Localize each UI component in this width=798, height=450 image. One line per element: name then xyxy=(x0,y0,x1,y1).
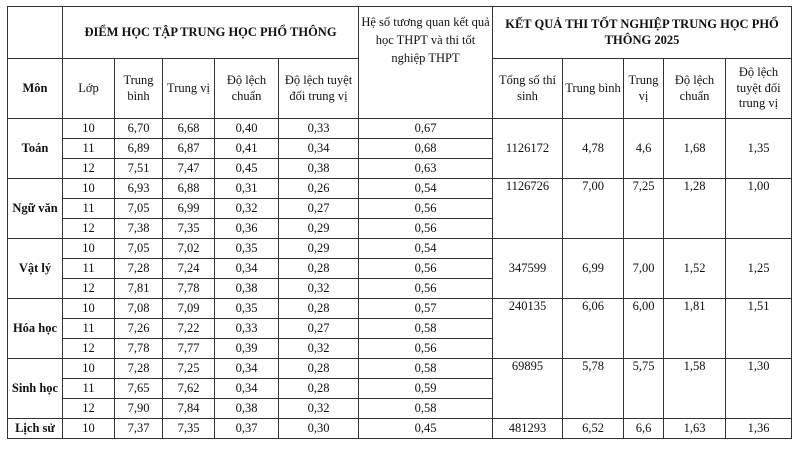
cell-std: 0,38 xyxy=(215,399,279,419)
col-header-std: Độ lệch chuẩn xyxy=(215,59,279,119)
cell-exam-median: 5,75 xyxy=(624,359,664,419)
cell-median: 7,22 xyxy=(163,319,215,339)
cell-mad: 0,28 xyxy=(279,299,359,319)
cell-grade: 12 xyxy=(63,159,115,179)
cell-correlation: 0,58 xyxy=(359,399,493,419)
table-row xyxy=(8,179,792,199)
cell-std: 0,38 xyxy=(215,279,279,299)
cell-exam-mad: 1,30 xyxy=(726,359,792,419)
cell-exam-median: 4,6 xyxy=(624,119,664,179)
cell-mad: 0,28 xyxy=(279,359,359,379)
cell-std: 0,39 xyxy=(215,339,279,359)
cell-mad: 0,32 xyxy=(279,339,359,359)
cell-mean: 7,05 xyxy=(115,199,163,219)
cell-mad: 0,27 xyxy=(279,319,359,339)
cell-mad: 0,32 xyxy=(279,399,359,419)
cell-mean: 7,26 xyxy=(115,319,163,339)
cell-exam-mad: 1,25 xyxy=(726,239,792,299)
cell-correlation: 0,67 xyxy=(359,119,493,139)
cell-grade: 12 xyxy=(63,219,115,239)
cell-exam-std: 1,52 xyxy=(664,239,726,299)
table-row xyxy=(8,239,792,259)
cell-median: 7,84 xyxy=(163,399,215,419)
cell-grade: 11 xyxy=(63,199,115,219)
cell-std: 0,31 xyxy=(215,179,279,199)
cell-correlation: 0,54 xyxy=(359,239,493,259)
col-header-grade: Lớp xyxy=(63,59,115,119)
cell-exam-total: 1126172 xyxy=(493,119,563,179)
cell-correlation: 0,56 xyxy=(359,199,493,219)
subject-name: Hóa học xyxy=(8,299,63,359)
cell-exam-mad: 1,00 xyxy=(726,179,792,239)
cell-exam-total: 69895 xyxy=(493,359,563,419)
cell-exam-mad: 1,35 xyxy=(726,119,792,179)
group-header-school-scores: ĐIỂM HỌC TẬP TRUNG HỌC PHỔ THÔNG xyxy=(63,7,359,59)
table-row xyxy=(8,359,792,379)
cell-mean: 7,08 xyxy=(115,299,163,319)
cell-median: 7,09 xyxy=(163,299,215,319)
cell-mean: 7,05 xyxy=(115,239,163,259)
subject-name: Toán xyxy=(8,119,63,179)
table-row xyxy=(8,119,792,139)
cell-grade: 12 xyxy=(63,399,115,419)
cell-mad: 0,27 xyxy=(279,199,359,219)
cell-median: 7,35 xyxy=(163,219,215,239)
cell-exam-total: 240135 xyxy=(493,299,563,359)
cell-mean: 6,93 xyxy=(115,179,163,199)
cell-mad: 0,28 xyxy=(279,379,359,399)
cell-correlation: 0,45 xyxy=(359,419,493,439)
cell-correlation: 0,54 xyxy=(359,179,493,199)
cell-exam-mean: 6,06 xyxy=(563,299,624,359)
cell-grade: 11 xyxy=(63,319,115,339)
header-blank xyxy=(8,7,63,59)
cell-exam-total: 481293 xyxy=(493,419,563,439)
cell-mad: 0,26 xyxy=(279,179,359,199)
cell-mean: 7,90 xyxy=(115,399,163,419)
col-header-subject: Môn xyxy=(8,59,63,119)
cell-correlation: 0,58 xyxy=(359,359,493,379)
col-header-mean: Trung bình xyxy=(115,59,163,119)
cell-median: 7,02 xyxy=(163,239,215,259)
cell-mean: 6,70 xyxy=(115,119,163,139)
cell-grade: 10 xyxy=(63,419,115,439)
cell-grade: 12 xyxy=(63,279,115,299)
cell-mad: 0,33 xyxy=(279,119,359,139)
cell-exam-median: 7,25 xyxy=(624,179,664,239)
col-header-mad: Độ lệch tuyệt đối trung vị xyxy=(279,59,359,119)
table-row xyxy=(8,299,792,319)
cell-exam-std: 1,63 xyxy=(664,419,726,439)
cell-correlation: 0,56 xyxy=(359,279,493,299)
cell-mad: 0,34 xyxy=(279,139,359,159)
cell-std: 0,34 xyxy=(215,379,279,399)
cell-std: 0,33 xyxy=(215,319,279,339)
cell-exam-mean: 5,78 xyxy=(563,359,624,419)
cell-grade: 12 xyxy=(63,339,115,359)
table-wrapper xyxy=(7,6,792,439)
cell-mean: 7,37 xyxy=(115,419,163,439)
cell-grade: 10 xyxy=(63,299,115,319)
subject-name: Sinh học xyxy=(8,359,63,419)
cell-exam-median: 6,00 xyxy=(624,299,664,359)
cell-std: 0,41 xyxy=(215,139,279,159)
cell-std: 0,40 xyxy=(215,119,279,139)
group-header-correlation: Hệ số tương quan kết quả học THPT và thi tốt nghiệp THPT xyxy=(359,7,493,119)
cell-correlation: 0,56 xyxy=(359,339,493,359)
cell-median: 7,62 xyxy=(163,379,215,399)
cell-correlation: 0,63 xyxy=(359,159,493,179)
cell-exam-total: 1126726 xyxy=(493,179,563,239)
cell-exam-mean: 7,00 xyxy=(563,179,624,239)
cell-mad: 0,30 xyxy=(279,419,359,439)
cell-std: 0,36 xyxy=(215,219,279,239)
subject-name: Lịch sử xyxy=(8,419,63,439)
cell-correlation: 0,59 xyxy=(359,379,493,399)
cell-median: 6,99 xyxy=(163,199,215,219)
cell-mad: 0,32 xyxy=(279,279,359,299)
cell-exam-std: 1,28 xyxy=(664,179,726,239)
cell-median: 7,24 xyxy=(163,259,215,279)
cell-mad: 0,29 xyxy=(279,219,359,239)
table-row xyxy=(8,419,792,439)
cell-mean: 7,65 xyxy=(115,379,163,399)
cell-std: 0,32 xyxy=(215,199,279,219)
cell-grade: 10 xyxy=(63,179,115,199)
cell-median: 7,35 xyxy=(163,419,215,439)
cell-mean: 7,51 xyxy=(115,159,163,179)
cell-correlation: 0,56 xyxy=(359,259,493,279)
cell-mad: 0,28 xyxy=(279,259,359,279)
cell-median: 7,25 xyxy=(163,359,215,379)
cell-median: 7,77 xyxy=(163,339,215,359)
cell-exam-median: 7,00 xyxy=(624,239,664,299)
cell-correlation: 0,57 xyxy=(359,299,493,319)
subject-name: Ngữ văn xyxy=(8,179,63,239)
cell-mean: 7,28 xyxy=(115,259,163,279)
cell-exam-mad: 1,51 xyxy=(726,299,792,359)
cell-mad: 0,29 xyxy=(279,239,359,259)
cell-mean: 7,38 xyxy=(115,219,163,239)
cell-std: 0,35 xyxy=(215,239,279,259)
cell-correlation: 0,68 xyxy=(359,139,493,159)
cell-mean: 7,81 xyxy=(115,279,163,299)
cell-correlation: 0,56 xyxy=(359,219,493,239)
cell-median: 7,47 xyxy=(163,159,215,179)
cell-exam-std: 1,58 xyxy=(664,359,726,419)
cell-grade: 10 xyxy=(63,359,115,379)
col-header-exam-std: Độ lệch chuẩn xyxy=(664,59,726,119)
col-header-exam-mad: Độ lệch tuyệt đối trung vị xyxy=(726,59,792,119)
cell-std: 0,45 xyxy=(215,159,279,179)
cell-mean: 6,89 xyxy=(115,139,163,159)
cell-mean: 7,28 xyxy=(115,359,163,379)
cell-median: 6,88 xyxy=(163,179,215,199)
cell-exam-mad: 1,36 xyxy=(726,419,792,439)
col-header-exam-median: Trung vị xyxy=(624,59,664,119)
cell-exam-total: 347599 xyxy=(493,239,563,299)
group-header-exam-results: KẾT QUẢ THI TỐT NGHIỆP TRUNG HỌC PHỔ THÔNG 2025 xyxy=(493,7,792,59)
cell-grade: 11 xyxy=(63,379,115,399)
cell-exam-mean: 6,52 xyxy=(563,419,624,439)
cell-grade: 10 xyxy=(63,119,115,139)
cell-median: 6,68 xyxy=(163,119,215,139)
cell-std: 0,35 xyxy=(215,299,279,319)
cell-exam-mean: 6,99 xyxy=(563,239,624,299)
cell-grade: 11 xyxy=(63,259,115,279)
cell-exam-std: 1,68 xyxy=(664,119,726,179)
cell-exam-mean: 4,78 xyxy=(563,119,624,179)
cell-median: 7,78 xyxy=(163,279,215,299)
subject-name: Vật lý xyxy=(8,239,63,299)
col-header-exam-mean: Trung bình xyxy=(563,59,624,119)
cell-exam-std: 1,81 xyxy=(664,299,726,359)
cell-exam-median: 6,6 xyxy=(624,419,664,439)
cell-grade: 11 xyxy=(63,139,115,159)
cell-mean: 7,78 xyxy=(115,339,163,359)
cell-std: 0,37 xyxy=(215,419,279,439)
cell-grade: 10 xyxy=(63,239,115,259)
col-header-total-candidates: Tổng số thí sinh xyxy=(493,59,563,119)
cell-correlation: 0,58 xyxy=(359,319,493,339)
cell-median: 6,87 xyxy=(163,139,215,159)
cell-mad: 0,38 xyxy=(279,159,359,179)
cell-std: 0,34 xyxy=(215,259,279,279)
statistics-table xyxy=(7,6,792,439)
cell-std: 0,34 xyxy=(215,359,279,379)
col-header-median: Trung vị xyxy=(163,59,215,119)
